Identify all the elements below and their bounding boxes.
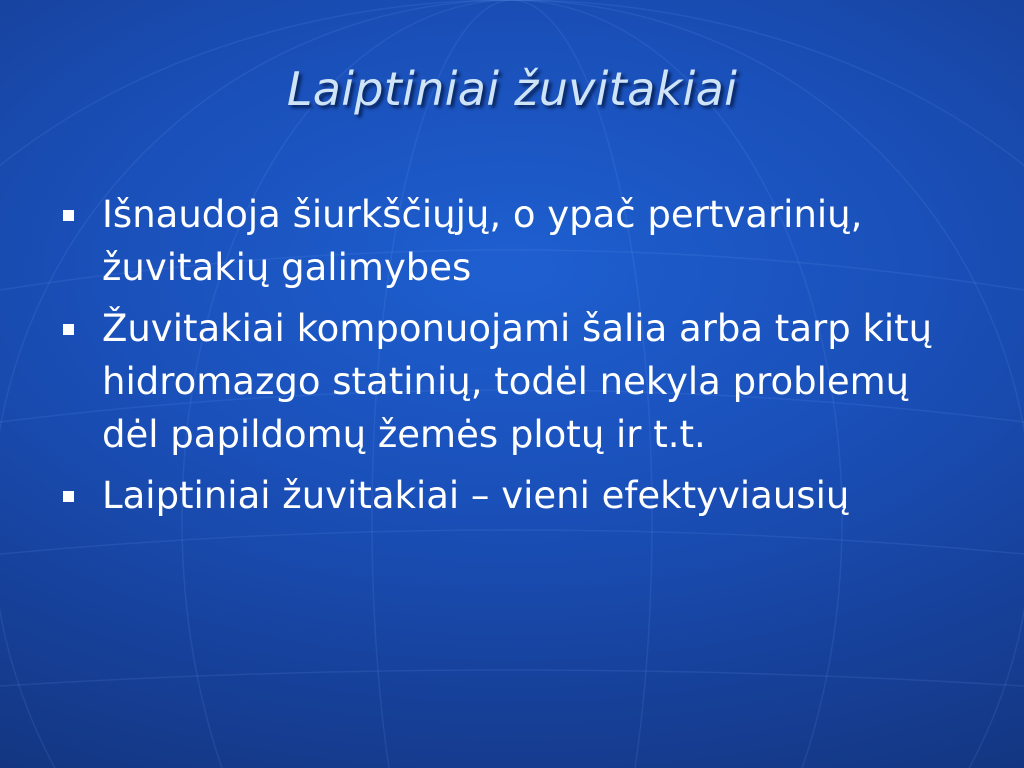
bullet-text: Laiptiniai žuvitakiai – vieni efektyviausių [102, 474, 850, 517]
bullet-list [60, 188, 960, 530]
square-bullet-icon [63, 491, 74, 502]
bullet-item [60, 302, 960, 461]
slide-title: Laiptiniai žuvitakiai [286, 62, 738, 116]
bullet-text: Išnaudoja šiurkščiųjų, o ypač pertvarinių, žuvitakių galimybes [102, 193, 863, 289]
square-bullet-icon [63, 324, 74, 335]
bullet-text: Žuvitakiai komponuojami šalia arba tarp kitų hidromazgo statinių, todėl nekyla problemų dėl papildomų žemės plotų ir t.t. [102, 307, 933, 456]
bullet-item [60, 188, 960, 294]
square-bullet-icon [63, 210, 74, 221]
bullet-item [60, 469, 960, 522]
